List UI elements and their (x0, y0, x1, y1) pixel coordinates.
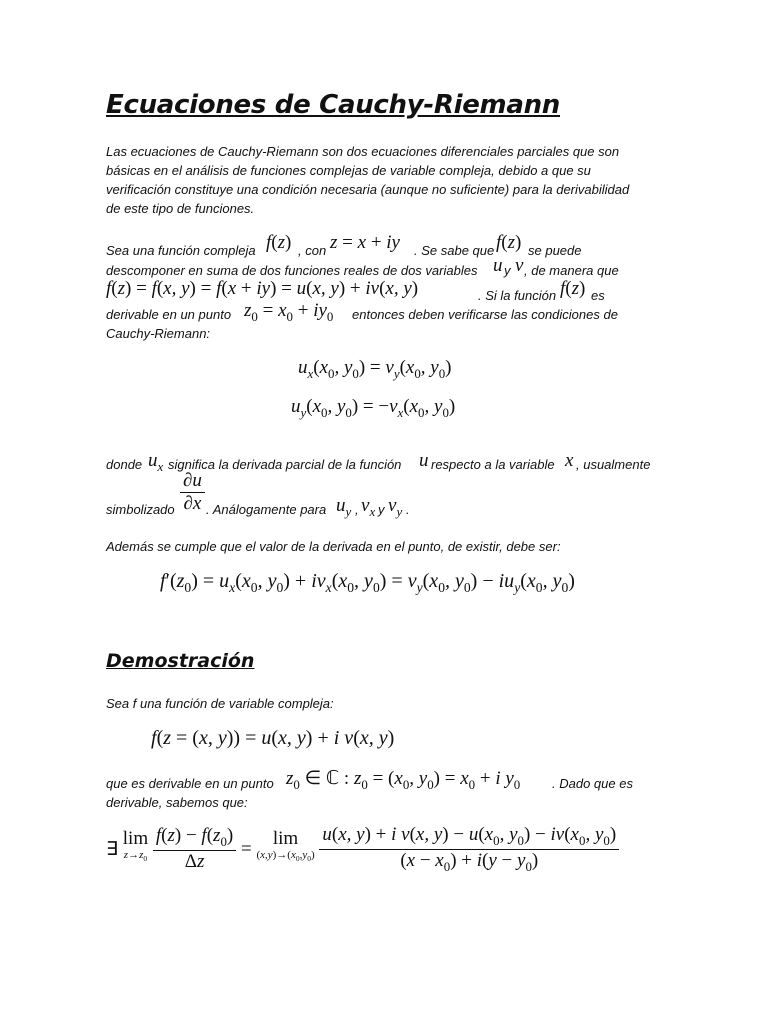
para3-text: . Análogamente para (206, 502, 327, 517)
math-z-def: z = x + iy (330, 232, 400, 253)
demo-text: derivable, sabemos que: (106, 795, 248, 810)
math-fz: f(z) (560, 278, 586, 299)
para2-text: entonces deben verificarse las condiciones de (352, 307, 618, 322)
cr-equation-1: $u_x(x_0$, $y_0) = v_y(x_0$, $y_0$) (298, 357, 452, 381)
demo-text: . Dado que es (552, 776, 633, 791)
para3-text: , (355, 502, 359, 517)
function-definition-equation: f(z = (x, y)) = u(x, y) + i v(x, y) (151, 727, 395, 749)
para3-text: , usualmente (576, 457, 651, 472)
cr-equation-2: $u_y(x_0$, $y_0) = -v_x(x_0$, $y_0$) (291, 396, 456, 420)
para2-text: Cauchy-Riemann: (106, 326, 211, 341)
math-u: u (493, 255, 503, 276)
para2-text: , de manera que (524, 263, 619, 278)
math-ux: $u_x$ (148, 450, 164, 474)
math-vy: $v_y$ (388, 495, 403, 519)
math-fz: f(z) (266, 232, 292, 253)
para2-text: descomponer en suma de dos funciones reales de dos variables (106, 263, 478, 278)
math-point-definition: $z_0$ ∈ ℂ : $z_0 = (x_0$, $y_0) = x_0 + i$ $y_0$ (286, 768, 521, 792)
intro-line: verificación constituye una condición necesaria (aunque no suficiente) para la derivabilidad (106, 182, 630, 197)
math-z0-def: $z_0 = x_0 + iy_0$ (244, 300, 334, 324)
para2-text: y (504, 263, 511, 278)
para2-text: derivable en un punto (106, 307, 232, 322)
para3-text: significa la derivada parcial de la función (168, 457, 402, 472)
intro-line: Las ecuaciones de Cauchy-Riemann son dos ecuaciones diferenciales parciales que son (106, 144, 620, 159)
intro-paragraph (106, 142, 629, 218)
limit-equation: ∃ lim $z\to z_0$ $\frac{f(z) - f(z_0)}{\Delta z}$ = lim $(x,y)\to(x_0,y_0)$ $\frac{u(x, y) + i v(x, y) - u(x_0, y_0) - iv(x_0, y_0)}{(x - x_0) + i(y - y_0)}$ (106, 824, 619, 875)
document-title: Ecuaciones de Cauchy-Riemann (106, 90, 561, 120)
para2-text: , con (298, 243, 327, 258)
para3-text: simbolizado (106, 502, 175, 517)
para3-text: y (378, 502, 385, 517)
demo-text: que es derivable en un punto (106, 776, 274, 791)
para2-text: . Si la función (478, 288, 557, 303)
demo-text: Sea f una función de variable compleja: (106, 696, 334, 711)
intro-line: básicas en el análisis de funciones complejas de variable compleja, debido a que su (106, 163, 591, 178)
intro-line: de este tipo de funciones. (106, 201, 255, 216)
para2-text: Sea una función compleja (106, 243, 256, 258)
math-vx: $v_x$ (361, 495, 376, 519)
para3-text: donde (106, 457, 143, 472)
math-fz: f(z) (496, 232, 522, 253)
para3-text: . (406, 502, 410, 517)
derivative-equation: $f'(z_0) = u_x(x_0$, $y_0) + iv_x(x_0$, $y_0) = v_y(x_0$, $y_0) - iu_y(x_0$, $y_0$) (160, 570, 575, 595)
math-partial-fraction: $\frac{\partial u}{\partial x}$ (180, 470, 205, 515)
math-decomposition: f(z) = f(x, y) = f(x + iy) = u(x, y) + iv(x, y) (106, 278, 419, 299)
math-v: v (515, 255, 524, 276)
section-heading: Demostración (106, 650, 255, 672)
math-x: x (565, 450, 574, 471)
para3-text: respecto a la variable (431, 457, 555, 472)
math-u: u (419, 450, 429, 471)
math-uy: $u_y$ (336, 495, 352, 519)
para2-text: se puede (528, 243, 582, 258)
para4-text: Además se cumple que el valor de la derivada en el punto, de existir, debe ser: (106, 539, 561, 554)
para2-text: es (591, 288, 605, 303)
para2-text: . Se sabe que (414, 243, 495, 258)
